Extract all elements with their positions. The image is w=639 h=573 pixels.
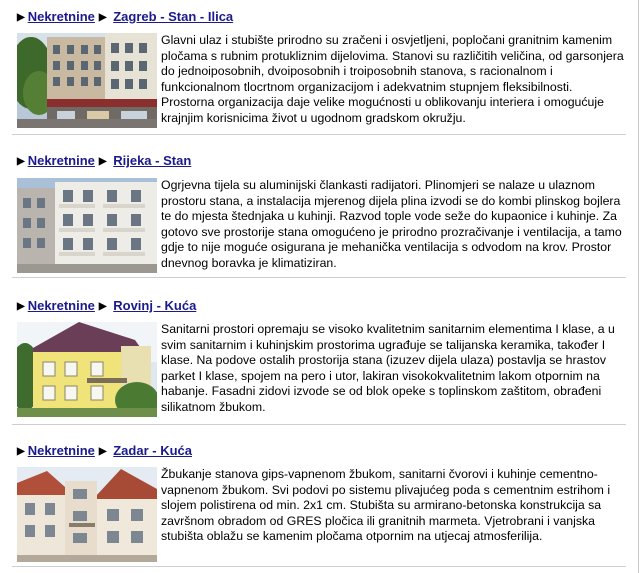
- listing-photo[interactable]: [17, 178, 157, 273]
- listing-photo[interactable]: [17, 322, 157, 417]
- triangle-right-icon: ▶: [98, 156, 107, 167]
- category-link[interactable]: Nekretnine: [27, 9, 95, 24]
- listing-description: Sanitarni prostori opremaju se visoko kvalitetnim sanitarnim elementima I klase, a u svim sanitarnim i kuhinjskim prostorima ugrađuje se talijanska keramika, također I klase. Na podove ostalih prostorija stana (izuzev dijela ulaza) postavlja se hrastov parket I klase, spojem na pero i utor, lakiran visokokvalitetnim lakom otpornim na habanje. Fasadni zidovi izvode se od blok opeke s toplinskom zaštitom, obrađeni silikatnom žbukom.: [161, 322, 615, 414]
- divider: [12, 277, 626, 278]
- triangle-right-icon: ▶: [17, 156, 25, 167]
- triangle-right-icon: ▶: [98, 446, 107, 457]
- triangle-right-icon: ▶: [98, 12, 107, 23]
- triangle-right-icon: ▶: [17, 12, 25, 23]
- listing-description: Glavni ulaz i stubište prirodno su zračeni i osvjetljeni, popločani granitnim kamenim pločama s rubnim protukliznim dijelovima. Stanovi su različitih veličina, od garsonjera do jednoiposobnih, dvoiposobnih i troiposobnih stanova, s racionalnom i funkcionalnom tlocrtnom organizacijom i adekvatnim stupnjem fleksibilnosti. Prostorna organizacija daje velike mogućnosti u oblikovanju interiera i omogućuje krajnjim korisnicima život u ugodnom gradskom okružju.: [161, 33, 624, 125]
- listing-description: Ogrjevna tijela su aluminijski člankasti radijatori. Plinomjeri se nalaze u ulaznom prostoru stana, a instalacija mjerenog dijela plina izvodi se do kombi plinskog bojlera te do mjesta štednjaka u kuhinji. Razvod tople vode seže do kupaonice i kuhinje. Za gotovo sve prostorije stana omogućeno je prirodno prozračivanje i ventilacija, a tamo gdje to nije moguće osigurana je mehanička ventilacija s odvodom na krov. Prostor dnevnog boravka je klimatiziran.: [161, 178, 622, 270]
- category-link[interactable]: Nekretnine: [27, 298, 95, 313]
- triangle-right-icon: ▶: [98, 301, 107, 312]
- listing-photo[interactable]: [17, 33, 157, 128]
- listing-title-link[interactable]: Zagreb - Stan - Ilica: [113, 9, 234, 24]
- listing-title-link[interactable]: Zadar - Kuća: [113, 443, 192, 458]
- listing-title-link[interactable]: Rovinj - Kuća: [113, 298, 197, 313]
- listing-description: Žbukanje stanova gips-vapnenom žbukom, sanitarni čvorovi i kuhinje cementno-vapnenom žbukom. Svi podovi po sistemu plivajućeg poda s cementnim estrihom i slojem polistirena od min. 2x1 cm. Stubišta su armirano-betonska konstrukcija sa završnom obradom od GRES pločica ili granitnih marmeta. Vjetrobrani i vanjska stubišta oblažu se kamenim pločama otpornim na utjecaj atmosferilija.: [161, 467, 611, 544]
- breadcrumb: [17, 152, 191, 170]
- divider: [12, 134, 626, 135]
- breadcrumb: [17, 297, 196, 315]
- listing-title-link[interactable]: Rijeka - Stan: [113, 153, 192, 168]
- divider: [12, 566, 626, 567]
- listing-photo[interactable]: [17, 467, 157, 562]
- triangle-right-icon: ▶: [17, 301, 25, 312]
- category-link[interactable]: Nekretnine: [27, 153, 95, 168]
- triangle-right-icon: ▶: [17, 446, 25, 457]
- divider: [12, 424, 626, 425]
- breadcrumb: [17, 442, 192, 460]
- breadcrumb: [17, 8, 233, 26]
- category-link[interactable]: Nekretnine: [27, 443, 95, 458]
